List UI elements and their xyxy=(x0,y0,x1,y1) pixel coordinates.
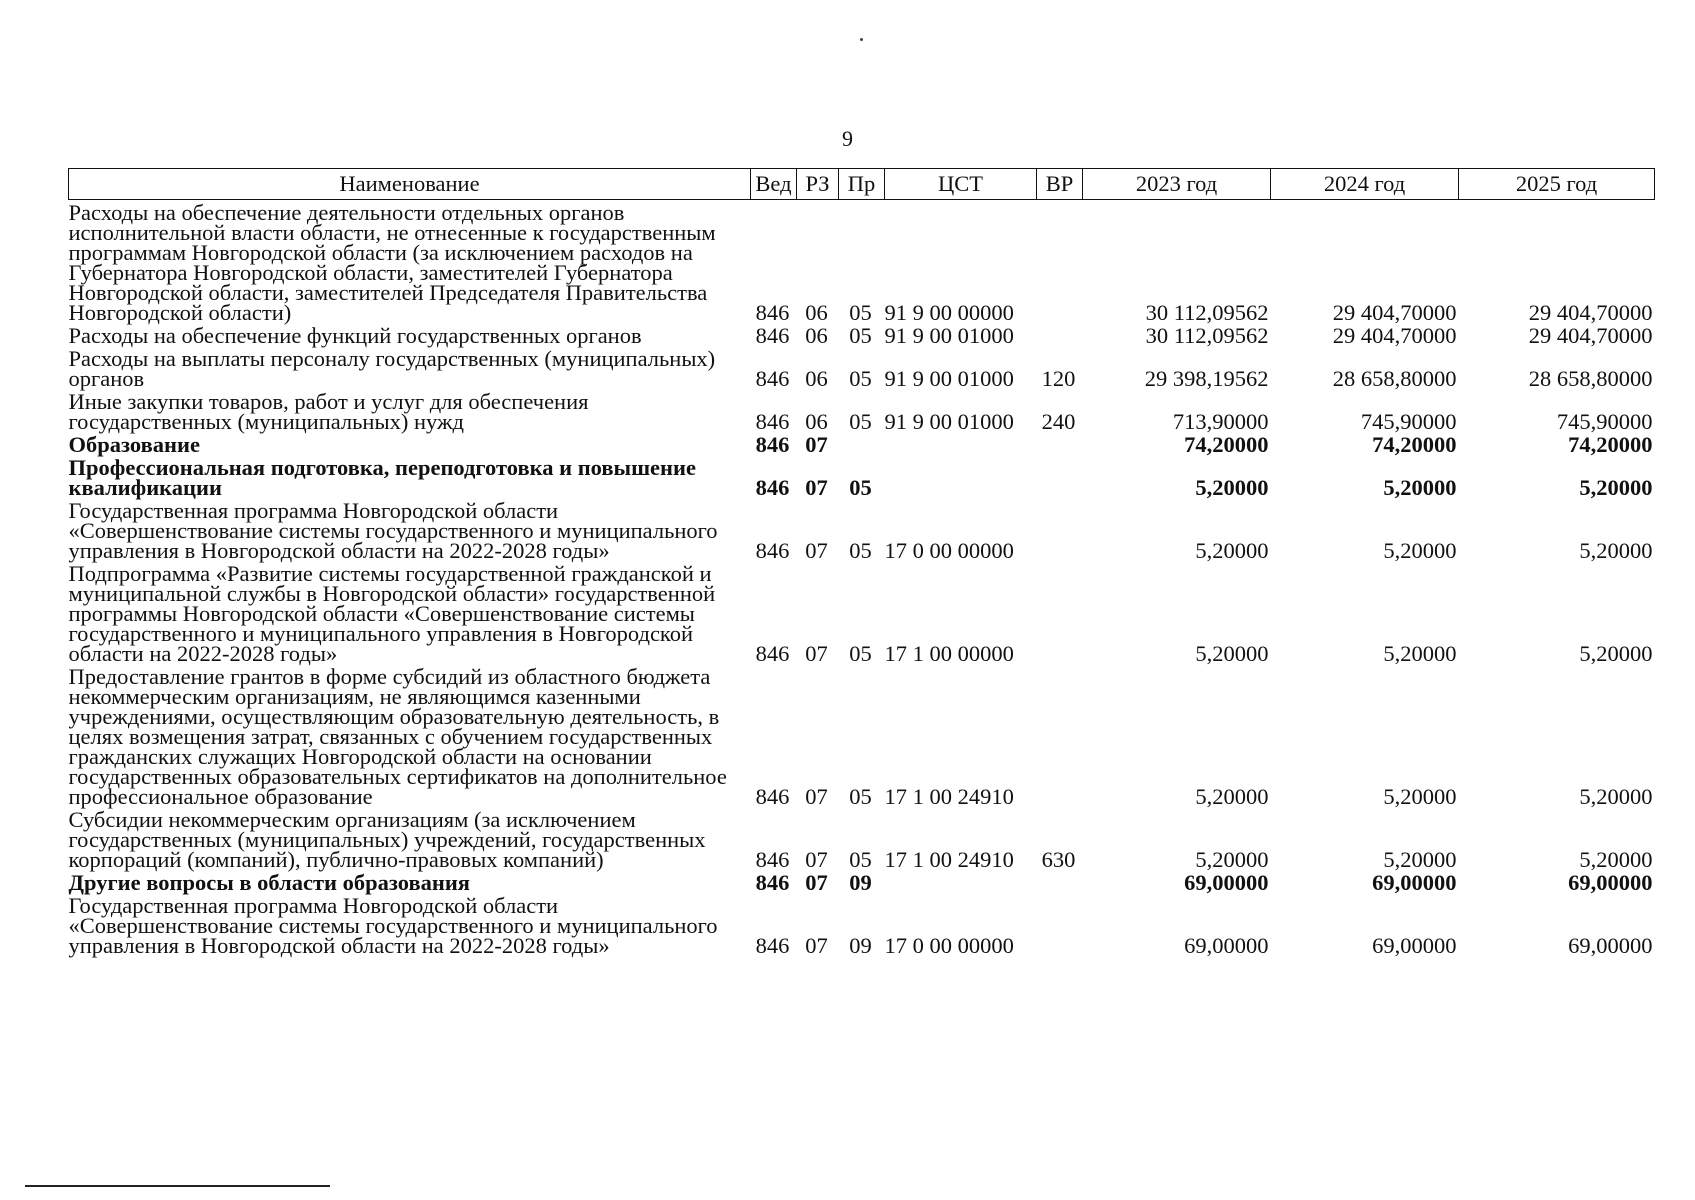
cell-pr: 05 xyxy=(849,847,872,872)
cell-rz: 07 xyxy=(805,538,828,563)
header-pr: Пр xyxy=(839,169,885,200)
cell-cst xyxy=(885,455,1037,498)
cell-name: Государственная программа Новгородской области «Совершенствование системы государственного и муниципального управления в Новгородской области на 2022-2028 годы» xyxy=(68,498,718,563)
cell-vr: 120 xyxy=(1041,366,1076,391)
cell-rz: 06 xyxy=(805,366,828,391)
cell-cst: 91 9 00 01000 xyxy=(884,323,1014,348)
table-row xyxy=(69,893,1655,956)
cell-y2023: 5,20000 xyxy=(1195,475,1269,500)
cell-name: Расходы на обеспечение деятельности отдельных органов исполнительной власти области, не отнесенные к государственным программам Новгородской области (за исключением расходов на Губернатора Новгородской области, заместителей Губернатора Новгородской области, заместителей Председателя Правительства Новгородской области) xyxy=(68,200,716,325)
cell-y2023: 5,20000 xyxy=(1195,847,1269,872)
cell-ved: 846 xyxy=(755,300,790,325)
table-header-row xyxy=(69,169,1655,200)
table-row xyxy=(69,807,1655,870)
cell-rz: 07 xyxy=(805,847,828,872)
cell-rz: 07 xyxy=(805,933,828,958)
cell-vr xyxy=(1037,498,1083,561)
cell-y2023: 5,20000 xyxy=(1195,538,1269,563)
cell-y2024: 5,20000 xyxy=(1383,847,1457,872)
cell-pr: 09 xyxy=(849,870,872,895)
cell-pr: 05 xyxy=(849,641,872,666)
cell-pr xyxy=(839,432,885,455)
header-2024: 2024 год xyxy=(1271,169,1459,200)
cell-name: Субсидии некоммерческим организациям (за исключением государственных (муниципальных) учреждений, государственных корпораций (компаний), публично-правовых компаний) xyxy=(68,807,706,872)
page-number: 9 xyxy=(842,126,853,151)
cell-name: Расходы на выплаты персоналу государственных (муниципальных) органов xyxy=(68,346,716,391)
table-row xyxy=(69,323,1655,346)
cell-vr xyxy=(1037,200,1083,324)
cell-cst: 17 0 00 00000 xyxy=(884,933,1014,958)
budget-table xyxy=(68,168,1655,956)
cell-pr: 05 xyxy=(849,366,872,391)
cell-cst: 17 1 00 00000 xyxy=(884,641,1014,666)
cell-vr: 630 xyxy=(1041,847,1076,872)
cell-name: Иные закупки товаров, работ и услуг для обеспечения государственных (муниципальных) нужд xyxy=(68,389,589,434)
table-row xyxy=(69,455,1655,498)
cell-cst: 91 9 00 00000 xyxy=(884,300,1014,325)
cell-ved: 846 xyxy=(755,784,790,809)
cell-name: Расходы на обеспечение функций государственных органов xyxy=(68,323,642,348)
cell-pr: 05 xyxy=(849,475,872,500)
cell-rz: 07 xyxy=(805,475,828,500)
cell-ved: 846 xyxy=(755,641,790,666)
cell-ved: 846 xyxy=(755,432,790,457)
cell-ved: 846 xyxy=(755,366,790,391)
cell-name: Образование xyxy=(68,432,200,457)
cell-y2025: 745,90000 xyxy=(1556,409,1653,434)
cell-cst xyxy=(885,432,1037,455)
table-row xyxy=(69,561,1655,664)
cell-rz: 07 xyxy=(805,784,828,809)
cell-y2023: 74,20000 xyxy=(1184,432,1269,457)
cell-rz: 07 xyxy=(805,432,828,457)
table-row xyxy=(69,432,1655,455)
table-body xyxy=(69,200,1655,957)
header-rz: РЗ xyxy=(797,169,839,200)
cell-y2024: 5,20000 xyxy=(1383,784,1457,809)
cell-pr: 05 xyxy=(849,784,872,809)
cell-ved: 846 xyxy=(755,847,790,872)
cell-y2023: 5,20000 xyxy=(1195,784,1269,809)
cell-vr xyxy=(1037,323,1083,346)
header-ved: Вед xyxy=(751,169,797,200)
cell-rz: 06 xyxy=(805,323,828,348)
cell-y2023: 30 112,09562 xyxy=(1145,300,1269,325)
cell-y2025: 29 404,70000 xyxy=(1528,300,1653,325)
cell-vr xyxy=(1037,561,1083,664)
cell-pr: 05 xyxy=(849,538,872,563)
cell-y2025: 29 404,70000 xyxy=(1528,323,1653,348)
table-row xyxy=(69,870,1655,893)
cell-y2024: 74,20000 xyxy=(1372,432,1457,457)
cell-y2025: 5,20000 xyxy=(1579,784,1653,809)
cell-cst xyxy=(885,870,1037,893)
cell-rz: 07 xyxy=(805,870,828,895)
cell-y2023: 30 112,09562 xyxy=(1145,323,1269,348)
cell-vr xyxy=(1037,664,1083,807)
cell-cst: 17 1 00 24910 xyxy=(884,847,1014,872)
cell-ved: 846 xyxy=(755,323,790,348)
cell-y2024: 69,00000 xyxy=(1372,933,1457,958)
table-row xyxy=(69,498,1655,561)
cell-cst: 17 0 00 00000 xyxy=(884,538,1014,563)
cell-pr: 05 xyxy=(849,323,872,348)
cell-name: Подпрограмма «Развитие системы государственной гражданской и муниципальной службы в Новгородской области» государственной программы Новгородской области «Совершенствование системы государственного и муниципального управления в Новгородской области на 2022-2028 годы» xyxy=(68,561,716,666)
cell-y2025: 5,20000 xyxy=(1579,538,1653,563)
cell-y2024: 5,20000 xyxy=(1383,475,1457,500)
cell-vr: 240 xyxy=(1041,409,1076,434)
cell-rz: 06 xyxy=(805,300,828,325)
table-row xyxy=(69,200,1655,324)
cell-y2025: 5,20000 xyxy=(1579,847,1653,872)
cell-y2023: 29 398,19562 xyxy=(1144,366,1269,391)
cell-cst: 17 1 00 24910 xyxy=(884,784,1014,809)
header-cst: ЦСТ xyxy=(885,169,1037,200)
header-name: Наименование xyxy=(69,169,751,200)
cell-name: Профессиональная подготовка, переподготовка и повышение квалификации xyxy=(68,455,696,500)
cell-pr: 09 xyxy=(849,933,872,958)
cell-name: Предоставление грантов в форме субсидий из областного бюджета некоммерческим организациям, не являющимся казенными учреждениями, осуществляющим образовательную деятельность, в целях возмещения затрат, связанных с обучением государственных гражданских служащих Новгородской области на основании государственных образовательных сертификатов на дополнительное профессиональное образование xyxy=(68,664,727,809)
cell-y2025: 69,00000 xyxy=(1568,870,1653,895)
cell-vr xyxy=(1037,893,1083,956)
cell-y2025: 69,00000 xyxy=(1568,933,1653,958)
cell-y2024: 69,00000 xyxy=(1372,870,1457,895)
cell-cst: 91 9 00 01000 xyxy=(884,366,1014,391)
cell-pr: 05 xyxy=(849,409,872,434)
cell-vr xyxy=(1037,870,1083,893)
cell-y2025: 5,20000 xyxy=(1579,475,1653,500)
table-row xyxy=(69,346,1655,389)
footer-rule xyxy=(25,1185,330,1187)
header-vr: ВР xyxy=(1037,169,1083,200)
table-row xyxy=(69,389,1655,432)
cell-ved: 846 xyxy=(755,475,790,500)
cell-y2023: 69,00000 xyxy=(1184,933,1269,958)
cell-pr: 05 xyxy=(849,300,872,325)
cell-ved: 846 xyxy=(755,933,790,958)
cell-y2025: 28 658,80000 xyxy=(1528,366,1653,391)
cell-vr xyxy=(1037,455,1083,498)
cell-y2023: 713,90000 xyxy=(1172,409,1269,434)
cell-name: Государственная программа Новгородской области «Совершенствование системы государственного и муниципального управления в Новгородской области на 2022-2028 годы» xyxy=(68,893,718,958)
cell-y2024: 28 658,80000 xyxy=(1332,366,1457,391)
cell-vr xyxy=(1037,432,1083,455)
cell-name: Другие вопросы в области образования xyxy=(68,870,470,895)
cell-y2025: 74,20000 xyxy=(1568,432,1653,457)
cell-y2024: 29 404,70000 xyxy=(1332,323,1457,348)
cell-ved: 846 xyxy=(755,870,790,895)
table-row xyxy=(69,664,1655,807)
cell-y2025: 5,20000 xyxy=(1579,641,1653,666)
cell-ved: 846 xyxy=(755,538,790,563)
cell-y2024: 5,20000 xyxy=(1383,641,1457,666)
cell-y2023: 69,00000 xyxy=(1184,870,1269,895)
header-2025: 2025 год xyxy=(1459,169,1655,200)
cell-cst: 91 9 00 01000 xyxy=(884,409,1014,434)
cell-ved: 846 xyxy=(755,409,790,434)
cell-y2023: 5,20000 xyxy=(1195,641,1269,666)
cell-y2024: 29 404,70000 xyxy=(1332,300,1457,325)
scan-dot xyxy=(860,38,863,41)
cell-y2024: 745,90000 xyxy=(1360,409,1457,434)
cell-y2024: 5,20000 xyxy=(1383,538,1457,563)
cell-rz: 07 xyxy=(805,641,828,666)
header-2023: 2023 год xyxy=(1083,169,1271,200)
cell-rz: 06 xyxy=(805,409,828,434)
